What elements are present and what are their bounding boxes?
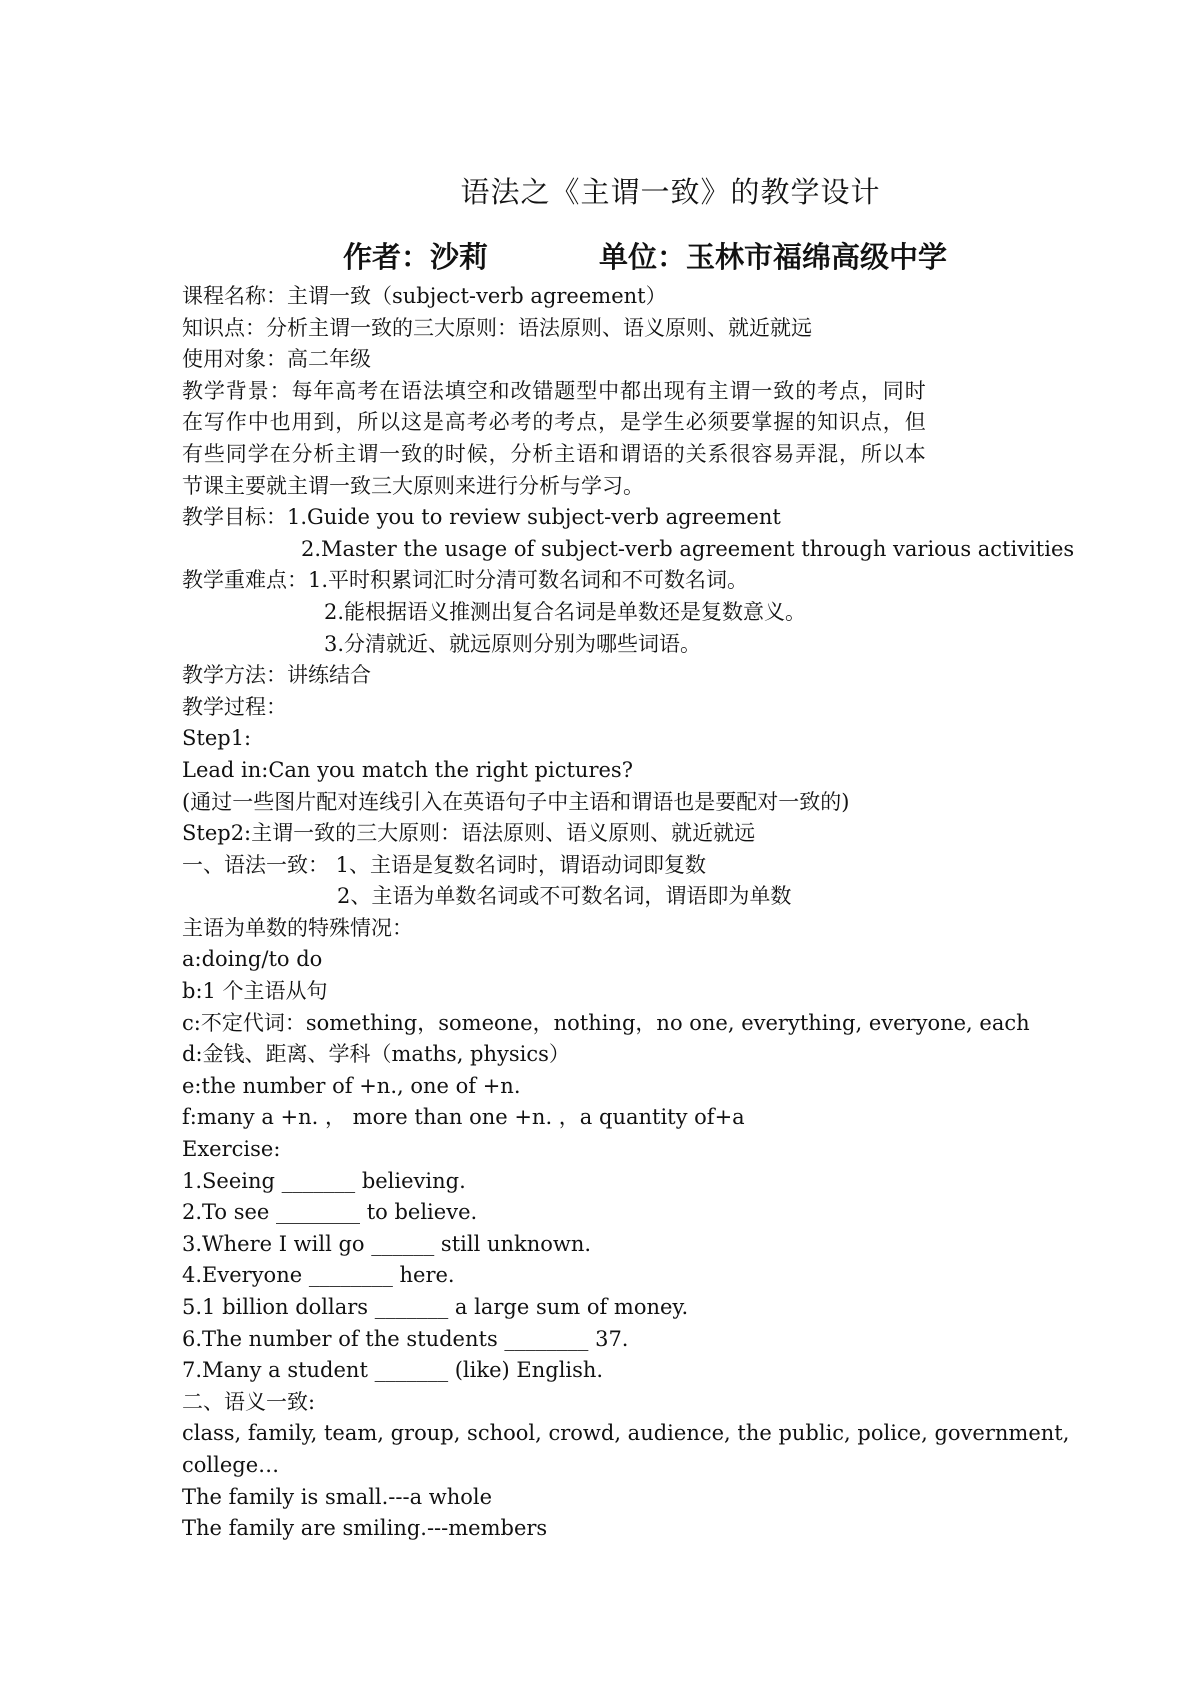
exercise-item: 2.To see ________ to believe. [182, 1200, 478, 1225]
background-line: 在写作中也用到，所以这是高考必考的考点，是学生必须要掌握的知识点，但 [182, 410, 927, 435]
background-line: 教学背景：每年高考在语法填空和改错题型中都出现有主谓一致的考点，同时 [182, 378, 927, 403]
step1: Step1: [182, 726, 252, 751]
semantic-title: 二、语义一致: [182, 1389, 316, 1414]
grammar-rule-line: 2、主语为单数名词或不可数名词，谓语即为单数 [337, 884, 792, 909]
semantic-line: college… [182, 1452, 280, 1477]
author-line [343, 235, 948, 276]
unit: 单位：玉林市福绵高级中学 [599, 240, 948, 274]
difficulties-line: 教学重难点：1.平时积累词汇时分清可数名词和不可数名词。 [182, 568, 749, 593]
lead-in: Lead in:Can you match the right pictures? [182, 757, 633, 782]
exercise-item: 3.Where I will go ______ still unknown. [182, 1231, 592, 1256]
step2: Step2:主谓一致的三大原则：语法原则、语义原则、就近就远 [182, 821, 756, 846]
teaching-method: 教学方法：讲练结合 [182, 663, 371, 688]
exercise-item: 1.Seeing _______ believing. [182, 1168, 466, 1193]
background-line: 有些同学在分析主谓一致的时候，分析主语和谓语的关系很容易弄混，所以本 [182, 441, 927, 466]
semantic-line: class, family, team, group, school, crowd, audience, the public, police, government, [182, 1421, 1070, 1446]
special-cases-title: 主语为单数的特殊情况： [182, 915, 413, 940]
exercise-title: Exercise: [182, 1137, 281, 1162]
exercise-item: 7.Many a student _______ (like) English. [182, 1358, 604, 1383]
special-case-item: d:金钱、距离、学科（maths, physics） [182, 1042, 570, 1067]
author: 作者：沙莉 [343, 240, 489, 274]
semantic-line: The family is small.---a whole [182, 1484, 493, 1509]
document-body [182, 281, 1075, 1545]
background-line: 节课主要就主谓一致三大原则来进行分析与学习。 [182, 473, 644, 498]
exercise-item: 5.1 billion dollars _______ a large sum of money. [182, 1295, 689, 1319]
lead-in-note: (通过一些图片配对连线引入在英语句子中主语和谓语也是要配对一致的) [182, 789, 850, 814]
objectives-line: 教学目标：1.Guide you to review subject-verb agreement [182, 505, 781, 530]
difficulties-line: 2.能根据语义推测出复合名词是单数还是复数意义。 [324, 599, 807, 624]
special-case-item: a:doing/to do [182, 947, 323, 972]
target-audience: 使用对象：高二年级 [182, 347, 371, 372]
grammar-rule-line: 一、语法一致： 1、主语是复数名词时，谓语动词即复数 [182, 852, 707, 877]
special-case-item: c:不定代词：something，someone，nothing，no one, everything, everyone, each [182, 1010, 1030, 1035]
course-name: 课程名称：主谓一致（subject-verb agreement） [182, 284, 667, 308]
semantic-line: The family are smiling.---members [182, 1516, 548, 1541]
special-case-item: b:1 个主语从句 [182, 979, 328, 1004]
special-case-item: f:many a +n. ， more than one +n. ，a quantity of+a [182, 1105, 745, 1130]
special-case-item: e:the number of +n., one of +n. [182, 1073, 521, 1098]
knowledge-points: 知识点：分析主谓一致的三大原则：语法原则、语义原则、就近就远 [182, 315, 812, 340]
objectives-line: 2.Master the usage of subject-verb agreement through various activities [301, 536, 1075, 561]
document-title: 语法之《主谓一致》的教学设计 [460, 175, 881, 209]
teaching-process: 教学过程： [182, 694, 287, 719]
exercise-item: 6.The number of the students ________ 37. [182, 1326, 629, 1351]
difficulties-line: 3.分清就近、就远原则分别为哪些词语。 [324, 631, 702, 656]
exercise-item: 4.Everyone ________ here. [182, 1263, 455, 1288]
